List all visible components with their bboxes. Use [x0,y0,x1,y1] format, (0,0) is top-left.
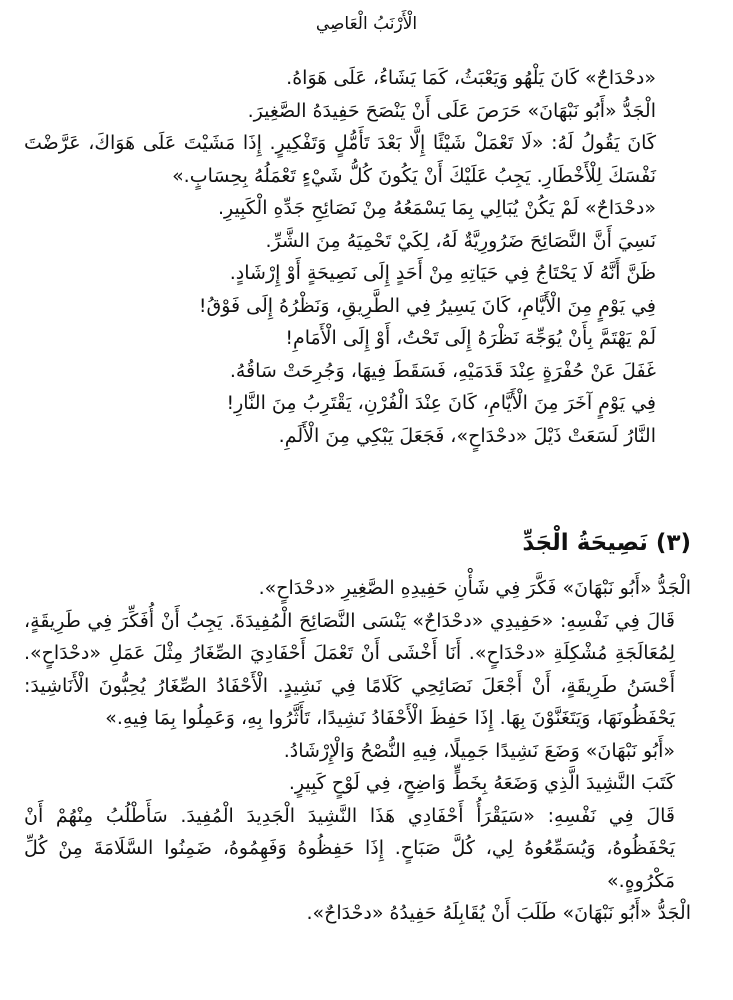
paragraph: لَمْ يَهْتَمَّ بِأَنْ يُوَجِّهَ نَظْرَهُ إِلَى تَحْتُ، أَوْ إِلَى الْأَمَامِ! [285,327,656,349]
story-part-2 [24,572,709,930]
paragraph: الْجَدُّ «أَبُو نَبْهَانَ» حَرَصَ عَلَى أَنْ يَنْصَحَ حَفِيدَهُ الصَّغِيرَ. [247,99,656,122]
paragraph: «دحْدَاحٌ» لَمْ يَكُنْ يُبَالِي بِمَا يَسْمَعُهُ مِنْ نَصَائِحِ جَدِّهِ الْكَبِيرِ. [217,197,656,219]
paragraph: الْجَدُّ «أَبُو نَبْهَانَ» فَكَّرَ فِي شَأْنِ حَفِيدِهِ الصَّغِيرِ «دحْدَاحٍ». [258,577,691,599]
story-part-1 [24,62,709,452]
paragraph: النَّارُ لَسَعَتْ ذَيْلَ «دحْدَاحٍ»، فَجَعَلَ يَبْكِي مِنَ الْأَلَمِ. [278,424,656,447]
section-heading: (٣) نَصِيحَةُ الْجَدِّ [522,530,691,556]
paragraph: غَفَلَ عَنْ حُفْرَةٍ عِنْدَ قَدَمَيْهِ، فَسَقَطَ فِيهَا، وَجُرِحَتْ سَاقُهُ. [229,359,656,382]
paragraph: كَانَ يَقُولُ لَهُ: «لَا تَعْمَلْ شَيْئًا إِلَّا بَعْدَ تَأَمُّلٍ وَتَفْكِيرٍ. إِذَا مَشَيْتَ عَلَى هَوَاكَ، عَرَّضْتَ نَفْسَكَ لِلْأَخْطَارِ. يَجِبُ عَلَيْكَ أَنْ يَكُونَ كُلُّ شَيْءٍ تَعْمَلُهُ بِحِسَابٍ.» [24,132,656,187]
paragraph: «دحْدَاحٌ» كَانَ يَلْهُو وَيَعْبَثُ، كَمَا يَشَاءُ، عَلَى هَوَاهُ. [286,67,656,89]
paragraph: قَالَ فِي نَفْسِهِ: «حَفِيدِي «دحْدَاحٌ» يَنْسَى النَّصَائِحَ الْمُفِيدَةَ. يَجِبُ أَنْ أُفَكِّرَ فِي طَرِيقَةٍ، لِمُعَالَجَةِ مُشْكِلَةِ «دحْدَاحٍ». أَنَا أَخْشَى أَنْ تَعْمَلَ أَحْفَادِيَ الصِّغَارُ مِثْلَ عَمَلِ «دحْدَاحٍ». أَحْسَنُ طَرِيقَةٍ، أَنْ أَجْعَلَ نَصَائِحِي كَلَامًا فِي نَشِيدٍ. الْأَحْفَادُ الصِّغَارُ يُحِبُّونَ الْأَنَاشِيدَ: يَحْفَظُونَهَا، وَيَتَغَنَّوْنَ بِهَا. إِذَا حَفِظَ الْأَحْفَادُ نَشِيدًا، تَأَثَّرُوا بِهِ، وَعَمِلُوا بِمَا فِيهِ.» [24,609,675,729]
paragraph: ظَنَّ أَنَّهُ لَا يَحْتَاجُ فِي حَيَاتِهِ مِنْ أَحَدٍ إِلَى نَصِيحَةٍ أَوْ إِرْشَادٍ. [229,262,656,284]
running-title: الْأَرْنَبُ الْعَاصِي [315,14,418,34]
paragraph: نَسِيَ أَنَّ النَّصَائِحَ ضَرُورِيَّةٌ لَهُ، لِكَيْ تَحْمِيَهُ مِنَ الشَّرِّ. [265,229,656,252]
paragraph: الْجَدُّ «أَبُو نَبْهَانَ» طَلَبَ أَنْ يُقَابِلَهُ حَفِيدُهُ «دحْدَاحٌ». [306,902,691,924]
paragraph: فِي يَوْمٍ آخَرَ مِنَ الْأَيَّامِ، كَانَ عِنْدَ الْفُرْنِ، يَقْتَرِبُ مِنَ النَّارِ! [226,392,656,414]
paragraph: قَالَ فِي نَفْسِهِ: «سَيَقْرَأُ أَحْفَادِي هَذَا النَّشِيدَ الْجَدِيدَ الْمُفِيدَ. سَأَطْلُبُ مِنْهُمْ أَنْ يَحْفَظُوهُ، وَيُسَمِّعُوهُ لِي، كُلَّ صَبَاحٍ. إِذَا حَفِظُوهُ وَفَهِمُوهُ، ضَمِنُوا السَّلَامَةَ مِنْ كُلِّ مَكْرُوهٍ.» [24,804,675,892]
paragraph: «أَبُو نَبْهَانَ» وَضَعَ نَشِيدًا جَمِيلًا، فِيهِ النُّصْحُ وَالْإِرْشَادُ. [283,739,675,762]
paragraph: فِي يَوْمٍ مِنَ الْأَيَّامِ، كَانَ يَسِيرُ فِي الطَّرِيقِ، وَنَظْرُهُ إِلَى فَوْقُ! [198,294,656,317]
paragraph: كَتَبَ النَّشِيدَ الَّذِي وَضَعَهُ بِخَطٍّ وَاضِحٍ، فِي لَوْحٍ كَبِيرٍ. [288,772,675,794]
